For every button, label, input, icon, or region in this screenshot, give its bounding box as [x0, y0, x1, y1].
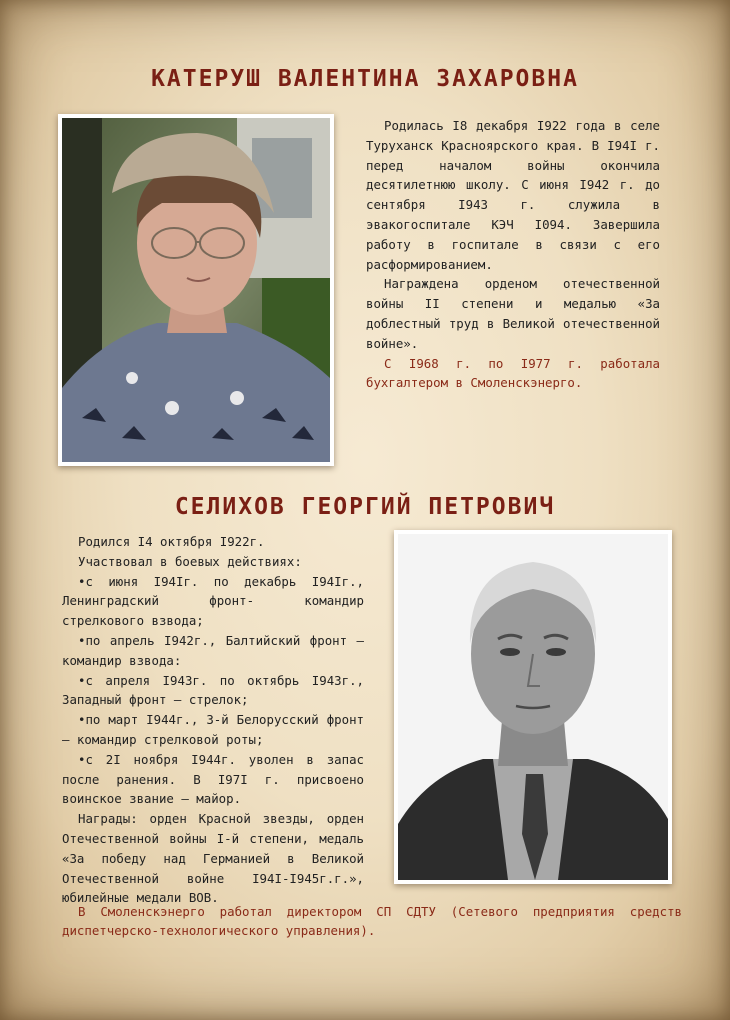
person2-portrait-image	[398, 534, 668, 880]
person2-bio-line: •по март I944г., 3-й Белорусский фронт – командир стрелковой роты;	[62, 712, 364, 747]
person2-bio-line: •по апрель I942г., Балтийский фронт – командир взвода:	[62, 632, 364, 668]
person1-bio-paragraph: Родилась I8 декабря I922 года в селе Туруханск Красноярского края. В I94I г. перед началом войны окончила десятилетнюю школу. С июня I942 г. до сентября I943 г. служила в эвакогоспитале КЭЧ I094. Завершила работу в госпитале в связи с его расформированием.	[366, 118, 660, 272]
person2-bio-line: •с апреля I943г. по октябрь I943г., Западный фронт – стрелок;	[62, 672, 364, 708]
person1-portrait-image	[62, 118, 330, 462]
person2-bio-line: •с июня I94Iг. по декабрь I94Iг., Ленинградский фронт- командир стрелкового взвода;	[62, 573, 364, 629]
person2-bio-line: Родился I4 октября I922г.	[78, 534, 265, 549]
person1-name: КАТЕРУШ ВАЛЕНТИНА ЗАХАРОВНА	[151, 66, 579, 92]
person2-bio-line: Участвовал в боевых действиях:	[78, 553, 302, 569]
person2-awards-paragraph: Награды: орден Красной звезды, орден Отечественной войны I-й степени, медаль «За победу над Германией в Великой Отечественной войне I94I-I945г.г.», юбилейные медали ВОВ.	[62, 811, 364, 906]
person2-biography	[62, 532, 364, 908]
person1-awards-paragraph: Награждена орденом отечественной войны II степени и медалью «За доблестный труд в Великой отечественной войне».	[366, 276, 660, 351]
person1-photo	[58, 114, 334, 466]
person2-work-paragraph: В Смоленскэнерго работал директором СП СДТУ (Сетевого предприятия средств диспетчерско-технологического управления).	[62, 904, 682, 938]
person1-work-paragraph: С I968 г. по I977 г. работала бухгалтером в Смоленскэнерго.	[366, 355, 660, 391]
person2-name: СЕЛИХОВ ГЕОРГИЙ ПЕТРОВИЧ	[174, 494, 556, 520]
person2-photo	[394, 530, 672, 884]
person2-bio-line: •с 2I ноября I944г. уволен в запас после ранения. В I97I г. присвоено воинское звание – майор.	[62, 751, 364, 807]
person1-biography	[366, 116, 660, 393]
